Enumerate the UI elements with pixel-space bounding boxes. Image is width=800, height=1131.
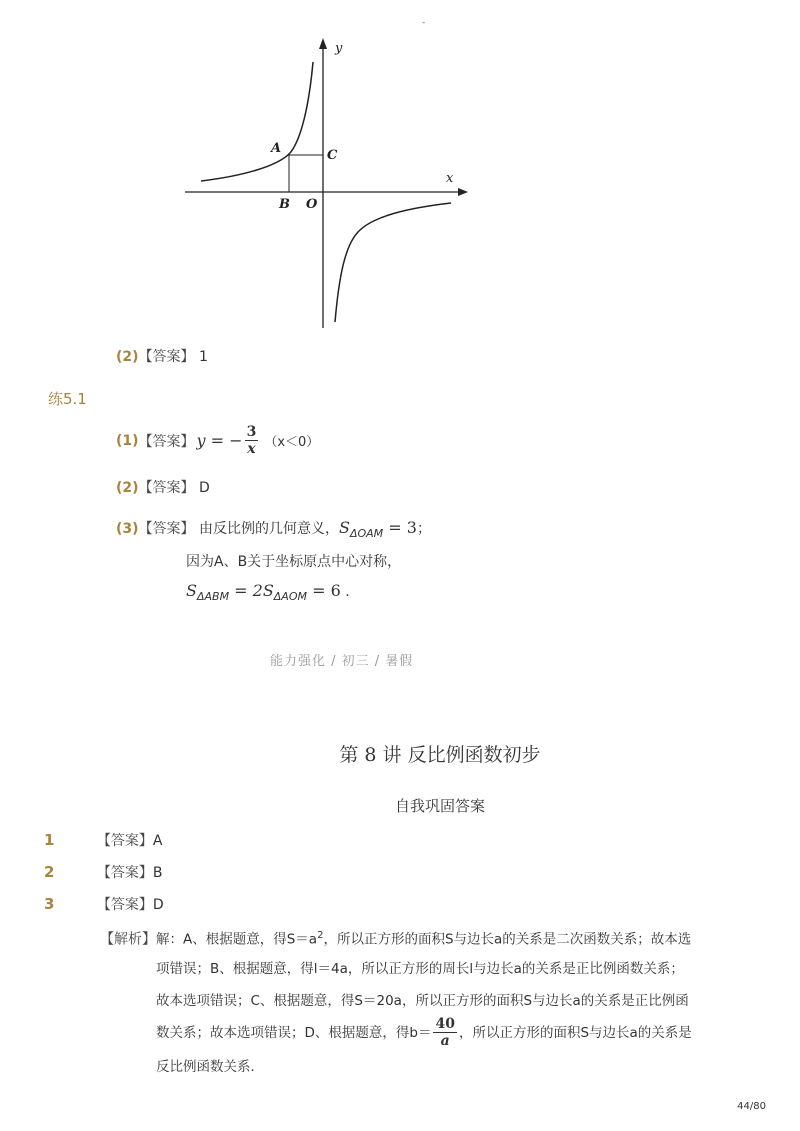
answer-1-num: 1 <box>44 831 55 849</box>
answer-3-text: D <box>152 897 164 913</box>
ex1-frac-num: 3 <box>246 424 257 440</box>
explanation-line-1b: ，所以正方形的面积S与边长a的关系是二次函数关系；故本选 <box>323 931 692 948</box>
lecture-subtitle: 自我巩固答案 <box>394 797 485 815</box>
answer-1-text: A <box>152 833 163 849</box>
explanation-line-5: 反比例函数关系． <box>156 1059 264 1075</box>
answer-1-tag: 【答案】 <box>96 833 153 849</box>
explanation-line-4a: 数关系；故本选项错误；D、根据题意，得b＝ <box>156 1024 432 1041</box>
x-axis-arrow <box>458 188 468 196</box>
prev-answer-tag: 【答案】 <box>138 349 195 365</box>
ex3-line3-eq: = 6 <box>306 581 341 600</box>
ex1-tag: 【答案】 <box>138 433 195 450</box>
label-A: A <box>271 141 282 156</box>
exercise-title: 练5.1 <box>48 390 87 408</box>
exercise-answer-3-line2: 因为A、B关于坐标原点中心对称， <box>186 554 402 570</box>
ex3-line1-eq: = 3 <box>383 518 417 537</box>
exercise-answer-2 <box>116 477 210 497</box>
label-B: B <box>279 197 290 212</box>
ex3-line3-S: S <box>186 581 197 600</box>
ex3-num: (3) <box>116 521 139 537</box>
answer-2-text: B <box>152 865 163 881</box>
hyperbola-branch-lower-right <box>335 203 451 322</box>
ex3-line3-mid: = 2S <box>229 581 274 600</box>
explanation-line-4b: ，所以正方形的面积S与边长a的关系是 <box>458 1024 692 1041</box>
explanation-frac-num: 40 <box>435 1016 455 1032</box>
explanation-line-1 <box>100 927 691 949</box>
page-number: 44/80 <box>737 1101 766 1112</box>
answer-2-num: 2 <box>44 863 55 881</box>
ex1-num: (1) <box>116 432 139 449</box>
ex1-frac-den: x <box>247 441 256 457</box>
prev-answer-num: (2) <box>116 349 139 365</box>
ex3-line1-tail: ； <box>416 521 431 537</box>
breadcrumb-footer: 能力强化 / 初三 / 暑假 <box>270 654 414 669</box>
ex3-line3-sub2: ΔAOM <box>273 590 307 603</box>
lecture-title: 第 8 讲 反比例函数初步 <box>339 744 541 766</box>
ex3-line1-sub: ΔOAM <box>349 527 384 540</box>
y-axis-arrow <box>319 38 327 49</box>
explanation-tag: 【解析】 <box>100 931 156 948</box>
answer-row-3 <box>44 894 164 914</box>
explanation-line-1-sup: 2 <box>317 930 324 941</box>
ex3-line3-sub1: ΔABM <box>196 590 230 603</box>
prev-answer-row <box>116 346 208 366</box>
ex2-num: (2) <box>116 480 139 496</box>
answer-3-num: 3 <box>44 895 55 913</box>
ex3-line1-S: S <box>339 518 350 537</box>
exercise-answer-3 <box>116 518 431 540</box>
exercise-answer-1 <box>116 424 319 457</box>
explanation-line-3: 故本选项错误；C、根据题意，得S＝20a，所以正方形的面积S与边长a的关系是正比例函 <box>156 993 689 1009</box>
hyperbola-branch-upper-left <box>201 62 313 181</box>
answer-row-2 <box>44 862 163 882</box>
ex3-line1: 由反比例的几何意义， <box>199 521 339 537</box>
ex1-fraction <box>245 424 259 457</box>
answer-2-tag: 【答案】 <box>96 865 153 881</box>
prev-answer-text: 1 <box>199 349 208 365</box>
explanation-line-4 <box>156 1016 692 1049</box>
label-x: x <box>446 171 454 186</box>
ex3-tag: 【答案】 <box>138 521 195 537</box>
explanation-frac-den: a <box>440 1033 450 1049</box>
label-O: O <box>306 197 318 212</box>
hyperbola-graph <box>183 36 473 331</box>
exercise-answer-3-line3 <box>186 581 350 603</box>
ex3-line3-tail: . <box>340 584 350 600</box>
ex1-math-lhs: y = − <box>196 431 243 450</box>
explanation-line-2: 项错误；B、根据题意，得l＝4a，所以正方形的周长l与边长a的关系是正比例函数关系； <box>156 961 684 977</box>
ex2-text: D <box>199 480 210 496</box>
ex1-tail: （x＜0） <box>264 435 320 450</box>
label-C: C <box>327 148 338 163</box>
top-mark: - <box>422 18 426 28</box>
explanation-fraction <box>433 1016 456 1049</box>
answer-3-tag: 【答案】 <box>96 897 153 913</box>
label-y: y <box>335 41 343 56</box>
answer-row-1 <box>44 830 162 850</box>
ex2-tag: 【答案】 <box>138 480 195 496</box>
explanation-line-1a: 解：A、根据题意，得S＝a <box>156 931 318 948</box>
